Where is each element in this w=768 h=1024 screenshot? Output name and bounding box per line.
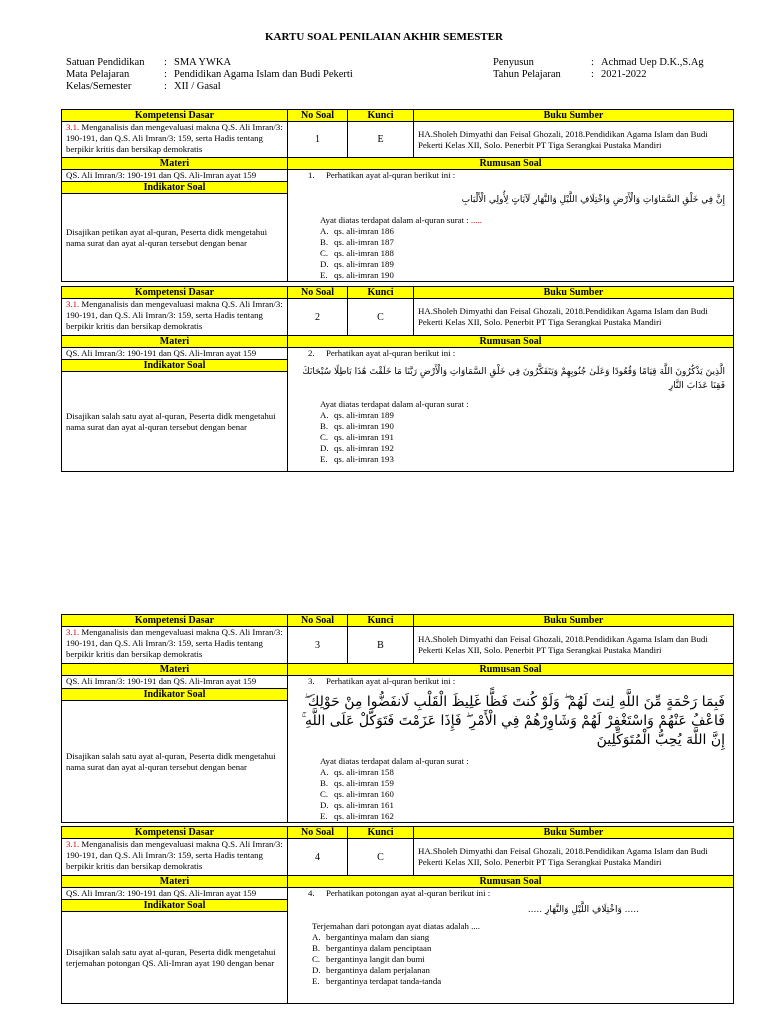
kd-text: Menganalisis dan mengevaluasi makna Q.S. Ali Imran/3: 190-191, dan Q.S. Ali Imran/3: 159, serta Hadis tentang berpikir kritis dan bersikap demokratis <box>66 627 283 659</box>
kunci-header: Kunci <box>348 287 414 299</box>
option-b <box>320 421 729 432</box>
option-text: qs. ali-imran 159 <box>334 778 394 788</box>
question-number: 3. <box>308 676 315 686</box>
materi-text: QS. Ali Imran/3: 190-191 dan QS. Ali-Imran ayat 159 <box>62 348 288 360</box>
question-card-2 <box>61 286 733 472</box>
option-letter: A. <box>320 767 329 777</box>
option-text: qs. ali-imran 191 <box>334 432 394 442</box>
rumusan-cell <box>288 348 734 472</box>
option-letter: D. <box>320 443 329 453</box>
option-letter: B. <box>312 943 321 953</box>
indikator-text: Disajikan salah satu ayat al-quran, Peserta didk mengetahui nama surat dan ayat al-quran tersebut dengan benar <box>62 701 288 823</box>
option-c <box>320 432 729 443</box>
info-row-kelas <box>66 81 353 93</box>
option-text: qs. ali-imran 189 <box>334 259 394 269</box>
rumusan-cell <box>288 888 734 1004</box>
option-text: bergantinya terdapat tanda-tanda <box>326 976 442 986</box>
option-text: qs. ali-imran 193 <box>334 454 394 464</box>
option-e <box>320 270 729 281</box>
options-list <box>292 767 729 822</box>
option-letter: C. <box>320 789 329 799</box>
kd-number: 3.1. <box>66 122 80 132</box>
kunci-header: Kunci <box>348 827 414 839</box>
materi-header: Materi <box>62 664 288 676</box>
indikator-header: Indikator Soal <box>62 900 288 912</box>
option-text: bergantinya dalam perjalanan <box>326 965 430 975</box>
info-sep: : <box>591 57 594 68</box>
option-letter: C. <box>320 432 329 442</box>
option-letter: C. <box>312 954 321 964</box>
kd-text: Menganalisis dan mengevaluasi makna Q.S. Ali Imran/3: 190-191, dan Q.S. Ali Imran/3: 159, serta Hadis tentang berpikir kritis dan bersikap demokratis <box>66 839 283 871</box>
option-e <box>312 976 729 987</box>
question-blank: ..... <box>468 215 482 225</box>
kunci: E <box>348 122 414 158</box>
option-c <box>312 954 729 965</box>
info-value: XII / Gasal <box>174 81 221 92</box>
kunci: C <box>348 299 414 336</box>
option-d <box>312 965 729 976</box>
option-letter: D. <box>320 800 329 810</box>
kunci: C <box>348 839 414 876</box>
options-list <box>292 410 729 465</box>
option-a <box>320 226 729 237</box>
kd-cell <box>62 299 288 336</box>
question-intro <box>292 888 729 899</box>
option-letter: A. <box>320 410 329 420</box>
info-row-penyusun <box>493 57 704 69</box>
info-right <box>493 57 704 81</box>
info-sep: : <box>164 69 167 80</box>
question-intro-text: Perhatikan ayat al-quran berikut ini : <box>326 676 456 686</box>
option-text: qs. ali-imran 158 <box>334 767 394 777</box>
info-sep: : <box>164 81 167 92</box>
info-sep: : <box>591 69 594 80</box>
option-a <box>320 410 729 421</box>
kd-header: Kompetensi Dasar <box>62 615 288 627</box>
buku-header: Buku Sumber <box>414 287 734 299</box>
option-letter: A. <box>312 932 321 942</box>
materi-text: QS. Ali Imran/3: 190-191 dan QS. Ali-Imran ayat 159 <box>62 170 288 182</box>
buku-sumber: HA.Sholeh Dimyathi dan Feisal Ghozali, 2018.Pendidikan Agama Islam dan Budi Pekerti Kelas XII, Solo. Penerbit PT Tiga Serangkai Pustaka Mandiri <box>414 299 734 336</box>
indikator-text: Disajikan petikan ayat al-quran, Peserta didk mengetahui nama surat dan ayat al-quran tersebut dengan benar <box>62 194 288 282</box>
info-value: Achmad Uep D.K.,S.Ag <box>601 57 704 68</box>
question-sub <box>292 921 729 932</box>
option-b <box>312 943 729 954</box>
question-sub-text: Ayat diatas terdapat dalam al-quran surat : <box>320 399 469 409</box>
no-soal: 2 <box>288 299 348 336</box>
option-e <box>320 454 729 465</box>
info-sep: : <box>164 57 167 68</box>
info-value: 2021-2022 <box>601 69 647 80</box>
question-intro <box>292 170 729 181</box>
option-b <box>320 237 729 248</box>
info-label: Penyusun <box>493 57 534 68</box>
no-header: No Soal <box>288 287 348 299</box>
options-list <box>292 932 729 987</box>
option-letter: A. <box>320 226 329 236</box>
indikator-header: Indikator Soal <box>62 182 288 194</box>
option-a <box>320 767 729 778</box>
option-text: bergantinya langit dan bumi <box>326 954 425 964</box>
option-letter: E. <box>312 976 320 986</box>
question-intro-text: Perhatikan ayat al-quran berikut ini : <box>326 348 456 358</box>
no-soal: 1 <box>288 122 348 158</box>
info-left <box>66 57 353 93</box>
option-letter: B. <box>320 421 329 431</box>
no-soal: 3 <box>288 627 348 664</box>
option-text: qs. ali-imran 187 <box>334 237 394 247</box>
info-label: Tahun Pelajaran <box>493 69 561 80</box>
arabic-verse: ..... وَاخْتِلَافِ اللَّيْلِ وَالنَّهَارِ ..... <box>527 905 639 915</box>
rumusan-header: Rumusan Soal <box>288 158 734 170</box>
materi-header: Materi <box>62 158 288 170</box>
question-number: 1. <box>308 170 315 180</box>
option-a <box>312 932 729 943</box>
materi-text: QS. Ali Imran/3: 190-191 dan QS. Ali-Imran ayat 159 <box>62 888 288 900</box>
info-label: Satuan Pendidikan <box>66 57 145 68</box>
option-text: qs. ali-imran 161 <box>334 800 394 810</box>
option-text: qs. ali-imran 186 <box>334 226 394 236</box>
materi-text: QS. Ali Imran/3: 190-191 dan QS. Ali-Imran ayat 159 <box>62 676 288 689</box>
indikator-text: Disajikan salah satu ayat al-quran, Peserta didk mengetahui nama surat dan ayat al-quran tersebut dengan benar <box>62 372 288 472</box>
arabic-verse: الَّذِينَ يَذْكُرُونَ اللَّهَ قِيَامًا وَقُعُودًا وَعَلَىٰ جُنُوبِهِمْ وَيَتَفَكَّرُونَ فِي خَلْقِ السَّمَاوَاتِ وَالْأَرْضِ رَبَّنَا مَا خَلَقْتَ هَٰذَا بَاطِلًا سُبْحَانَكَ فَقِنَا عَذَابَ النَّارِ <box>302 367 725 391</box>
arabic-verse: إِنَّ فِي خَلْقِ السَّمَاوَاتِ وَالْأَرْضِ وَاخْتِلَافِ اللَّيْلِ وَالنَّهَارِ لَآيَاتٍ لِأُولِي الْأَلْبَابِ <box>461 195 725 205</box>
buku-sumber: HA.Sholeh Dimyathi dan Feisal Ghozali, 2018.Pendidikan Agama Islam dan Budi Pekerti Kelas XII, Solo. Penerbit PT Tiga Serangkai Pustaka Mandiri <box>414 627 734 664</box>
arabic-verse: فَبِمَا رَحْمَةٍ مِّنَ اللَّهِ لِنتَ لَهُمْ ۖ وَلَوْ كُنتَ فَظًّا غَلِيظَ الْقَلْبِ لَانفَضُّوا مِنْ حَوْلِكَ ۖ فَاعْفُ عَنْهُمْ وَاسْتَغْفِرْ لَهُمْ وَشَاوِرْهُمْ فِي الْأَمْرِ ۖ فَإِذَا عَزَمْتَ فَتَوَكَّلْ عَلَى اللَّهِ ۚ إِنَّ اللَّهَ يُحِبُّ الْمُتَوَكِّلِينَ <box>301 694 725 748</box>
option-text: qs. ali-imran 189 <box>334 410 394 420</box>
buku-sumber: HA.Sholeh Dimyathi dan Feisal Ghozali, 2018.Pendidikan Agama Islam dan Budi Pekerti Kelas XII, Solo. Penerbit PT Tiga Serangkai Pustaka Mandiri <box>414 839 734 876</box>
kd-number: 3.1. <box>66 839 80 849</box>
question-number: 2. <box>308 348 315 358</box>
buku-header: Buku Sumber <box>414 615 734 627</box>
option-letter: E. <box>320 270 328 280</box>
question-intro <box>292 676 729 687</box>
indikator-header: Indikator Soal <box>62 688 288 701</box>
kd-header: Kompetensi Dasar <box>62 827 288 839</box>
option-letter: E. <box>320 811 328 821</box>
rumusan-header: Rumusan Soal <box>288 664 734 676</box>
no-header: No Soal <box>288 110 348 122</box>
question-number: 4. <box>308 888 315 898</box>
question-intro <box>292 348 729 359</box>
kunci-header: Kunci <box>348 110 414 122</box>
indikator-text: Disajikan salah satu ayat al-quran, Peserta didk mengetahui terjemahan potongan QS. Ali-Imran ayat 190 dengan benar <box>62 912 288 1004</box>
materi-header: Materi <box>62 336 288 348</box>
option-text: qs. ali-imran 162 <box>334 811 394 821</box>
option-letter: D. <box>320 259 329 269</box>
question-sub <box>292 756 729 767</box>
no-header: No Soal <box>288 827 348 839</box>
question-intro-text: Perhatikan ayat al-quran berikut ini : <box>326 170 456 180</box>
option-d <box>320 443 729 454</box>
question-card-3 <box>61 614 733 823</box>
info-row-tahun <box>493 69 704 81</box>
no-header: No Soal <box>288 615 348 627</box>
kd-text: Menganalisis dan mengevaluasi makna Q.S. Ali Imran/3: 190-191, dan Q.S. Ali Imran/3: 159, serta Hadis tentang berpikir kritis dan bersikap demokratis <box>66 122 283 154</box>
option-letter: E. <box>320 454 328 464</box>
question-card-4 <box>61 826 733 1004</box>
kunci: B <box>348 627 414 664</box>
option-text: qs. ali-imran 190 <box>334 421 394 431</box>
kd-header: Kompetensi Dasar <box>62 287 288 299</box>
option-text: bergantinya malam dan siang <box>326 932 430 942</box>
question-sub-text: Ayat diatas terdapat dalam al-quran surat : <box>320 756 469 766</box>
option-text: qs. ali-imran 190 <box>334 270 394 280</box>
info-label: Kelas/Semester <box>66 81 132 92</box>
kd-cell <box>62 839 288 876</box>
option-text: qs. ali-imran 160 <box>334 789 394 799</box>
info-label: Mata Pelajaran <box>66 69 130 80</box>
kd-text: Menganalisis dan mengevaluasi makna Q.S. Ali Imran/3: 190-191, dan Q.S. Ali Imran/3: 159, serta Hadis tentang berpikir kritis dan bersikap demokratis <box>66 299 283 331</box>
question-intro-text: Perhatikan potongan ayat al-quran berikut ini : <box>326 888 491 898</box>
question-sub-text: Terjemahan dari potongan ayat diatas adalah .... <box>312 921 480 931</box>
kd-number: 3.1. <box>66 627 80 637</box>
option-d <box>320 800 729 811</box>
info-row-mapel <box>66 69 353 81</box>
question-sub <box>292 399 729 410</box>
buku-header: Buku Sumber <box>414 110 734 122</box>
info-value: Pendidikan Agama Islam dan Budi Pekerti <box>174 69 353 80</box>
kd-cell <box>62 627 288 664</box>
materi-header: Materi <box>62 876 288 888</box>
kd-cell <box>62 122 288 158</box>
option-letter: C. <box>320 248 329 258</box>
option-d <box>320 259 729 270</box>
kd-header: Kompetensi Dasar <box>62 110 288 122</box>
buku-sumber: HA.Sholeh Dimyathi dan Feisal Ghozali, 2018.Pendidikan Agama Islam dan Budi Pekerti Kelas XII, Solo. Penerbit PT Tiga Serangkai Pustaka Mandiri <box>414 122 734 158</box>
option-text: bergantinya dalam penciptaan <box>326 943 432 953</box>
buku-header: Buku Sumber <box>414 827 734 839</box>
question-sub <box>292 215 729 226</box>
option-letter: B. <box>320 237 329 247</box>
no-soal: 4 <box>288 839 348 876</box>
question-sub-text: Ayat diatas terdapat dalam al-quran surat : <box>320 215 469 225</box>
kd-number: 3.1. <box>66 299 80 309</box>
question-card-1 <box>61 109 733 282</box>
rumusan-cell <box>288 170 734 282</box>
rumusan-header: Rumusan Soal <box>288 336 734 348</box>
option-text: qs. ali-imran 192 <box>334 443 394 453</box>
rumusan-header: Rumusan Soal <box>288 876 734 888</box>
indikator-header: Indikator Soal <box>62 360 288 372</box>
page-title: KARTU SOAL PENILAIAN AKHIR SEMESTER <box>265 31 503 43</box>
info-value: SMA YWKA <box>174 57 232 68</box>
options-list <box>292 226 729 281</box>
option-c <box>320 789 729 800</box>
rumusan-cell <box>288 676 734 823</box>
kunci-header: Kunci <box>348 615 414 627</box>
info-row-satuan <box>66 57 353 69</box>
option-text: qs. ali-imran 188 <box>334 248 394 258</box>
option-letter: D. <box>312 965 321 975</box>
option-e <box>320 811 729 822</box>
option-c <box>320 248 729 259</box>
option-b <box>320 778 729 789</box>
option-letter: B. <box>320 778 329 788</box>
